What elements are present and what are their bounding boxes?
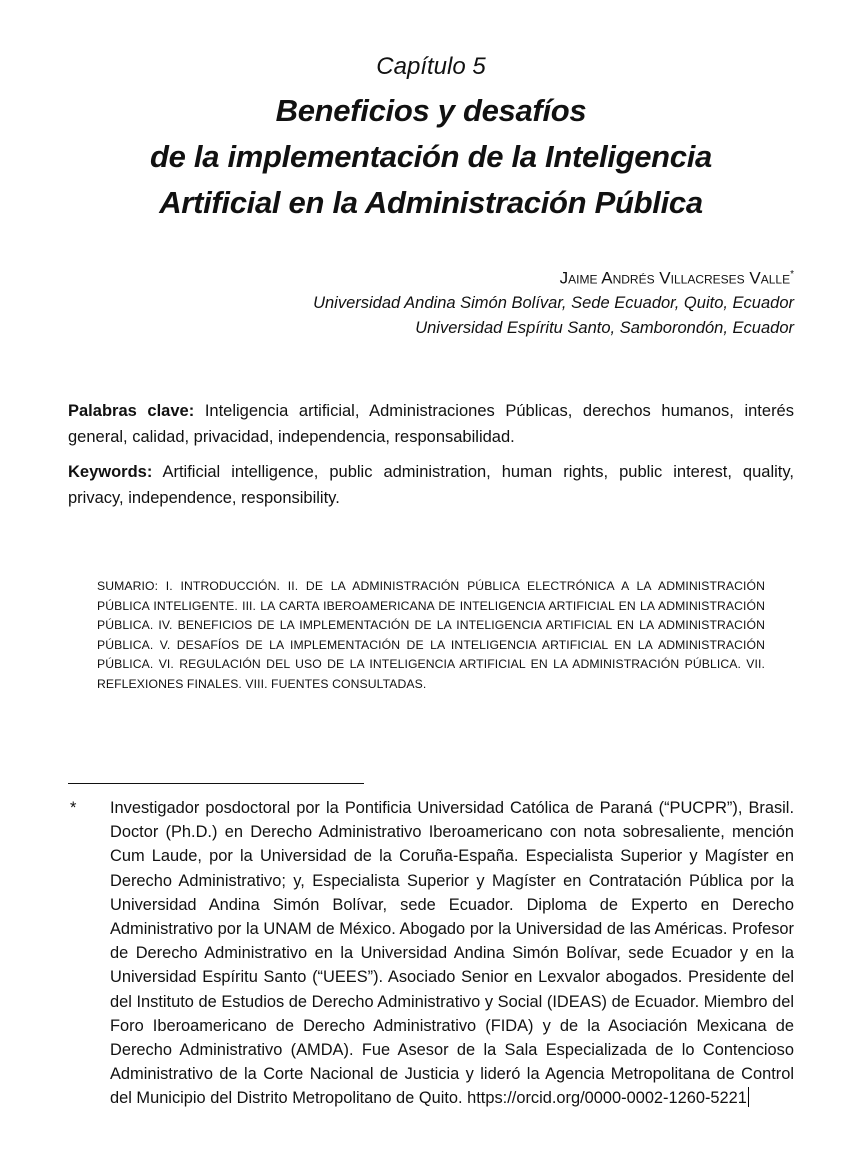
orcid-link[interactable]: https://orcid.org/0000-0002-1260-5221 <box>467 1089 747 1108</box>
footnote-marker: * <box>70 799 77 817</box>
author-footnote-mark[interactable]: * <box>790 269 794 280</box>
chapter-title <box>60 88 802 226</box>
author-affiliation: Universidad Andina Simón Bolívar, Sede Ecuador, Quito, Ecuador <box>313 293 794 312</box>
keywords-spanish-label: Palabras clave: <box>68 402 195 420</box>
footnote-body: Investigador posdoctoral por la Pontificia Universidad Católica de Paraná (“PUCPR”), Brasil. Doctor (Ph.D.) en Derecho Administrativo Iberoamericano con nota sobresaliente, mención Cum Laude, por la Universidad de la Coruña-España. Especialista Superior y Magíster en Derecho Administrativo; y, Especialista Superior y Magíster en Contratación Pública por la Universidad Andina Simón Bolívar, sede Ecuador. Diploma de Experto en Derecho Administrativo por la UNAM de México. Abogado por la Universidad de las Américas. Profesor de Derecho Administrativo en la Universidad Andina Simón Bolívar, sede Ecuador y en la Universidad Espíritu Santo (“UEES”). Asociado Senior en Lexvalor abogados. Presidente del del Instituto de Estudios de Derecho Administrativo y Social (IDEAS) de Ecuador. Miembro del Foro Iberoamericano de Derecho Administrativo (FIDA) y de la Asociación Mexicana de Derecho Administrativo (AMDA). Fue Asesor de la Sala Especializada de lo Contencioso Administrativo de la Corte Nacional de Justicia y lideró la Agencia Metropolitana de Control del Municipio del Distrito Metropolitano de Quito. <box>110 799 794 1108</box>
keywords-english-label: Keywords: <box>68 463 153 481</box>
chapter-title-line: Beneficios y desafíos <box>275 93 587 128</box>
author-name-text: Jaime Andrés Villacreses Valle <box>559 268 791 288</box>
chapter-title-line: Artificial en la Administración Pública <box>159 185 703 220</box>
summary-section: SUMARIO: I. INTRODUCCIÓN. II. DE LA ADMINISTRACIÓN PÚBLICA ELECTRÓNICA A LA ADMINISTRACIÓN PÚBLICA INTELIGENTE. III. LA CARTA IBEROAMERICANA DE INTELIGENCIA ARTIFICIAL EN LA ADMINISTRACIÓN PÚBLICA. IV. BENEFICIOS DE LA IMPLEMENTACIÓN DE LA INTELIGENCIA ARTIFICIAL EN LA ADMINISTRACIÓN PÚBLICA. V. DESAFÍOS DE LA IMPLEMENTACIÓN DE LA INTELIGENCIA ARTIFICIAL EN LA ADMINISTRACIÓN PÚBLICA. VI. REGULACIÓN DEL USO DE LA INTELIGENCIA ARTIFICIAL EN LA ADMINISTRACIÓN PÚBLICA. VII. REFLEXIONES FINALES. VIII. FUENTES CONSULTADAS. <box>97 579 765 691</box>
author-affiliation: Universidad Espíritu Santo, Samborondón, Ecuador <box>415 318 794 337</box>
text-cursor <box>748 1087 750 1107</box>
keywords-spanish-text: Inteligencia artificial, Administraciones Públicas, derechos humanos, interés general, calidad, privacidad, independencia, responsabilidad. <box>68 402 794 446</box>
footnote-divider <box>68 783 364 784</box>
author-block <box>313 262 794 341</box>
keywords-english <box>68 459 794 511</box>
chapter-number: Capítulo 5 <box>376 53 486 80</box>
keywords-spanish <box>68 398 794 450</box>
author-name <box>313 262 794 291</box>
footnote-text <box>110 796 794 1111</box>
keywords-english-text: Artificial intelligence, public administration, human rights, public interest, quality, privacy, independence, responsibility. <box>68 463 794 507</box>
chapter-title-line: de la implementación de la Inteligencia <box>150 139 712 174</box>
